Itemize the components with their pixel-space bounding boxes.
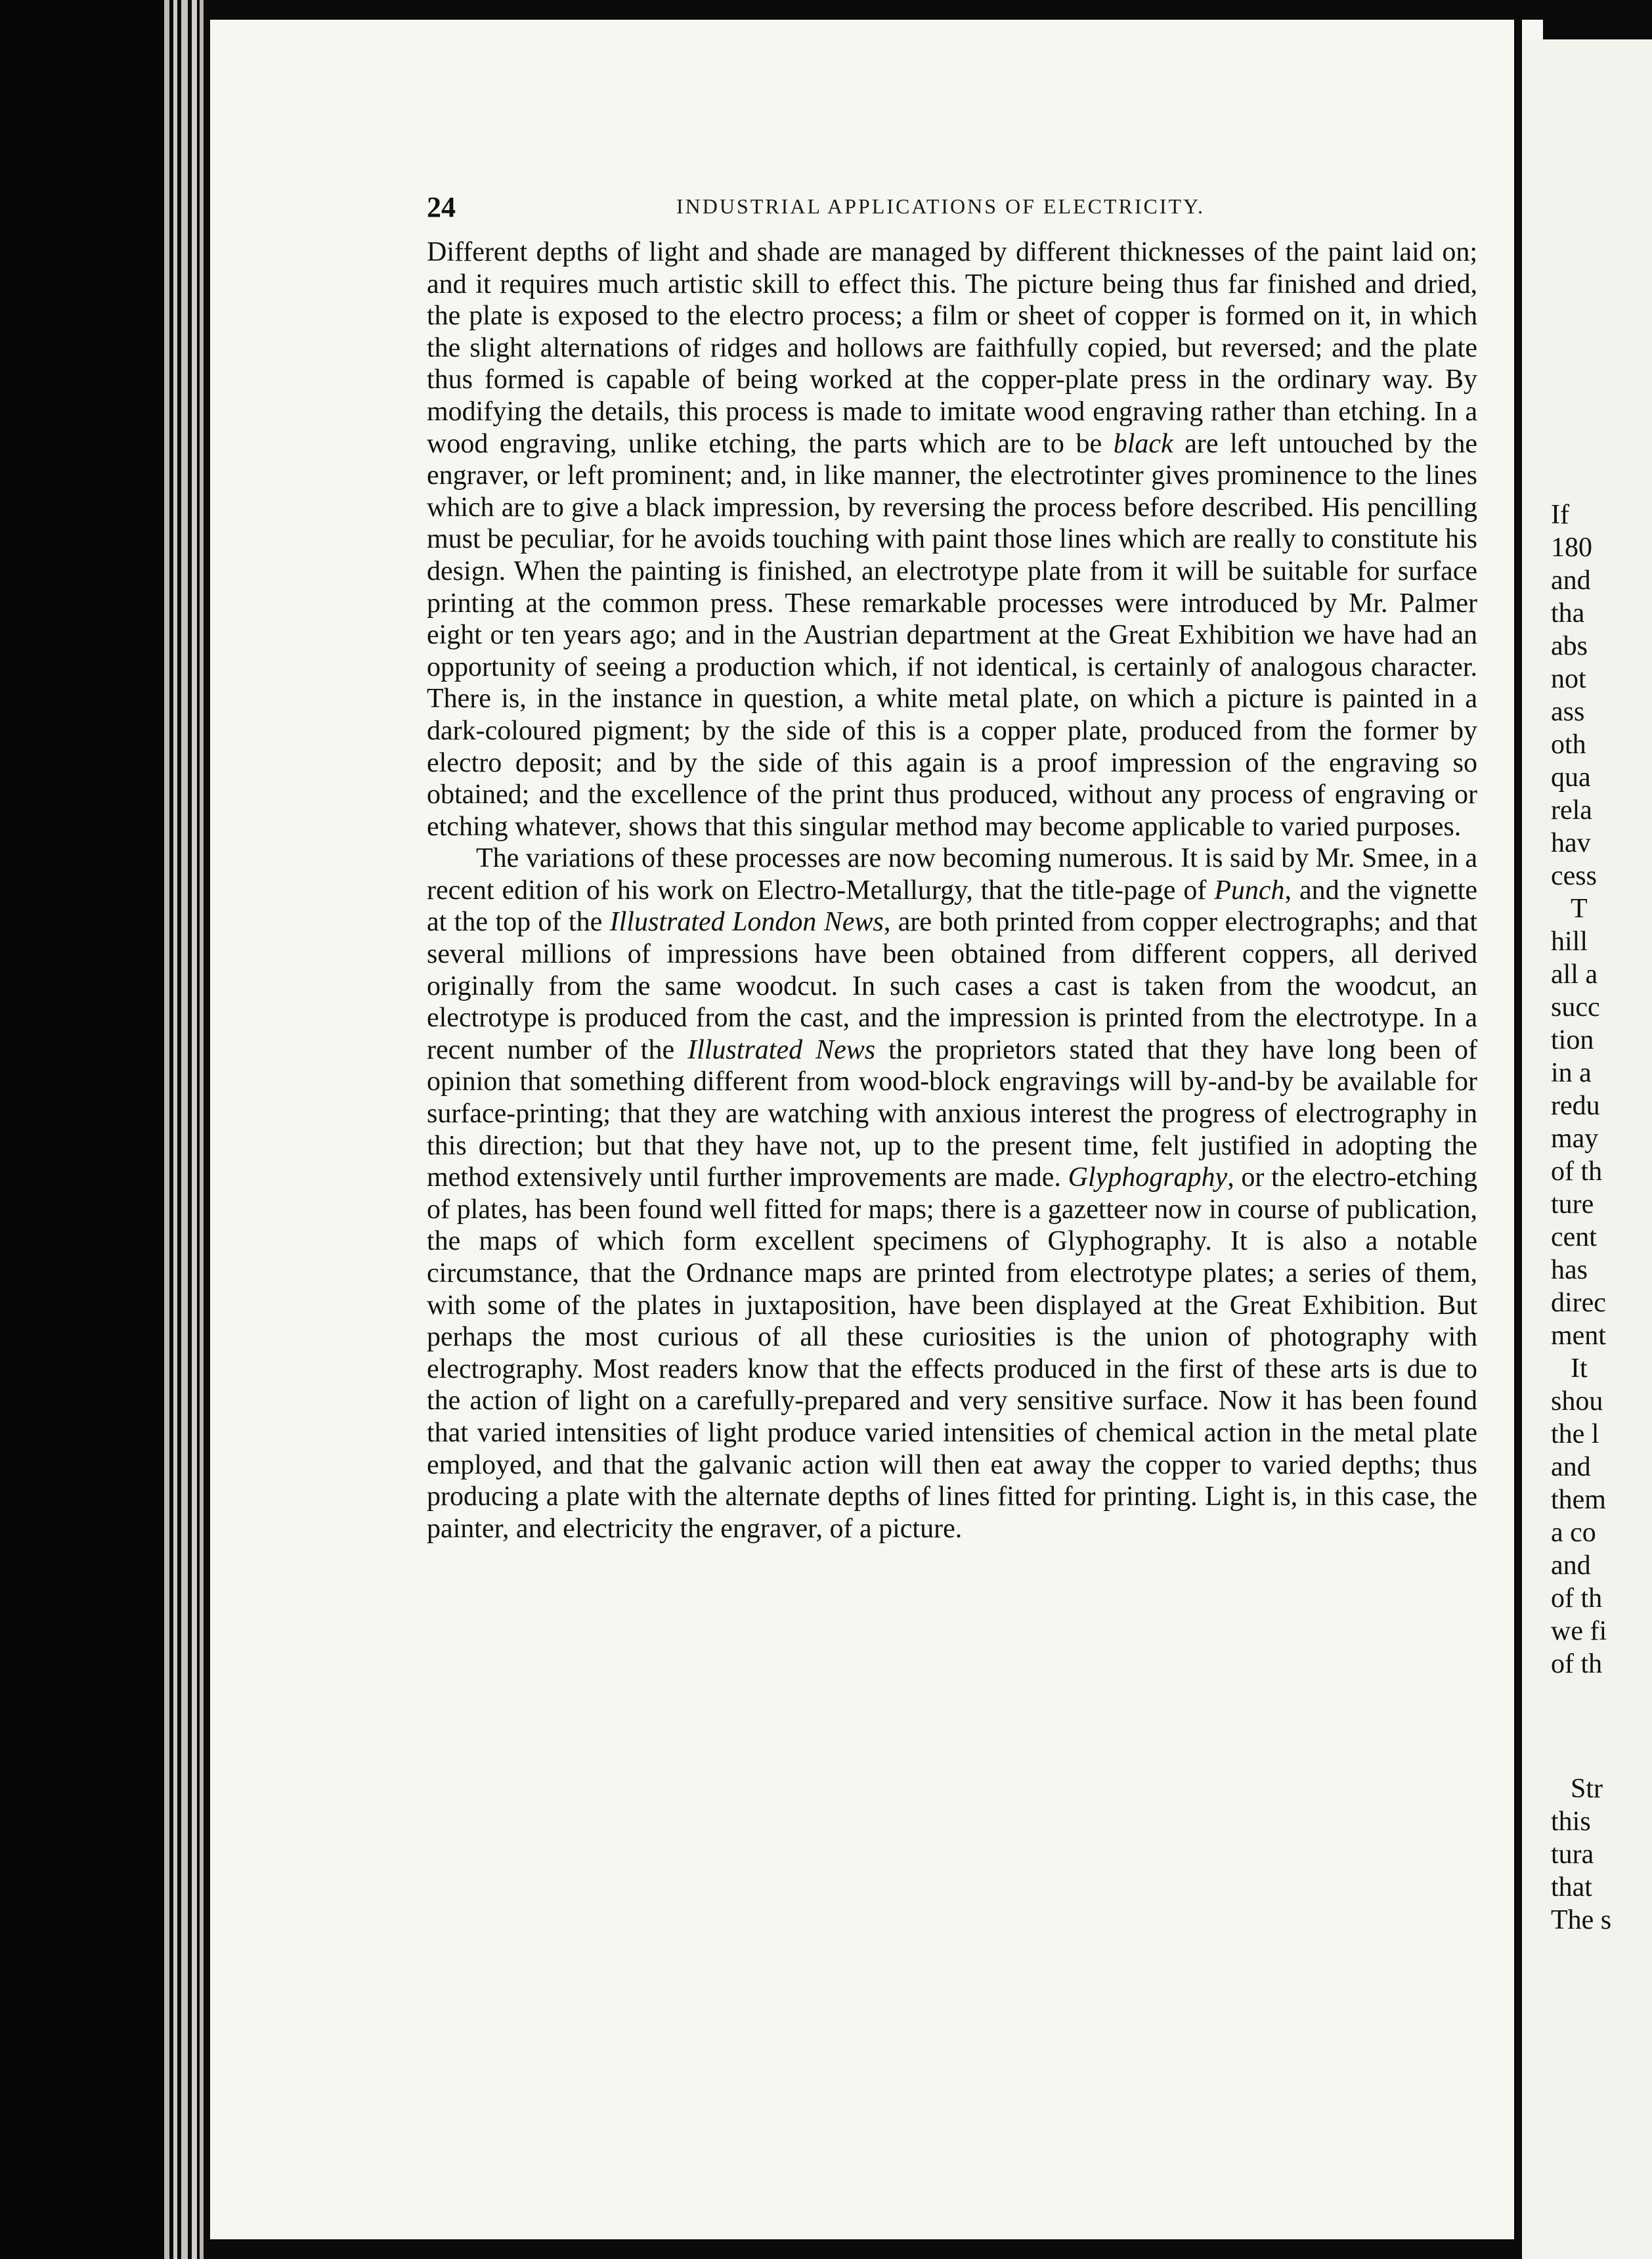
- facing-page-fragment: tura: [1551, 1839, 1594, 1870]
- page-edge: [192, 0, 197, 2259]
- facing-page-fragment: we fi: [1551, 1616, 1607, 1646]
- facing-page-fragment: redu: [1551, 1091, 1600, 1121]
- facing-page-fragment: may: [1551, 1124, 1599, 1154]
- facing-page-fragment: oth: [1551, 730, 1586, 760]
- facing-page: [1522, 39, 1652, 2259]
- paragraph-2: The variations of these processes are now becoming numerous. It is said by Mr. Smee, in a recent edition of his work on Electro-Metallurgy, that the title-page of Punch, and the vignette at the top of the Illustrated London News, are both printed from copper electrographs; and that several millions of impressions have been obtained from different coppers, all derived originally from the same woodcut. In such cases a cast is taken from the woodcut, an electrotype is produced from the cast, and the impression is printed from the electrotype. In a recent number of the Illustrated News the proprietors stated that they have long been of opinion that something different from wood-block engravings will by-and-by be available for surface-printing; that they are watching with anxious interest the progress of electrography in this direction; but that they have not, up to the present time, felt justified in adopting the method extensively until further improvements are made. Glyphography, or the electro-etching of plates, has been found well fitted for maps; there is a gazetteer now in course of publication, the maps of which form excellent specimens of Glyphography. It is also a notable circumstance, that the Ordnance maps are printed from electrotype plates; a series of them, with some of the plates in juxtaposition, have been displayed at the Great Exhibition. But perhaps the most curious of all these curiosities is the union of photography with electrography. Most readers know that the effects produced in the first of these arts is due to the action of light on a carefully-prepared and very sensitive surface. Now it has been found that varied intensities of light produce varied intensities of chemical action in the metal plate employed, and that the galvanic action will then eat away the copper to varied depths; thus producing a plate with the alternate depths of lines fitted for printing. Light is, in this case, the painter, and electricity the engraver, of a picture.: [427, 843, 1478, 1544]
- facing-page-fragment: shou: [1551, 1386, 1603, 1416]
- facing-page-fragment: rela: [1551, 795, 1592, 825]
- facing-page-fragment: cess: [1551, 861, 1597, 891]
- facing-page-fragment: It: [1571, 1353, 1588, 1384]
- page-edge: [173, 0, 177, 2259]
- running-header: [427, 190, 1490, 230]
- running-title: INDUSTRIAL APPLICATIONS OF ELECTRICITY.: [676, 194, 1206, 218]
- facing-page-fragment: this: [1551, 1807, 1591, 1837]
- page-edge: [200, 0, 204, 2259]
- facing-page-fragment: them: [1551, 1485, 1606, 1515]
- facing-page-fragment: ass: [1551, 697, 1585, 727]
- facing-page-fragment: that: [1551, 1872, 1592, 1902]
- facing-page-fragment: Str: [1571, 1774, 1603, 1804]
- facing-page-fragment: succ: [1551, 992, 1600, 1022]
- facing-page-fragment: If: [1551, 500, 1569, 530]
- page-number: 24: [427, 191, 456, 223]
- page-edge: [181, 0, 188, 2259]
- facing-page-fragment: direc: [1551, 1288, 1606, 1318]
- page-edge: [164, 0, 169, 2259]
- facing-page-fragment: The s: [1551, 1905, 1612, 1935]
- facing-page-fragment: and: [1551, 565, 1591, 596]
- facing-page-fragment: ment: [1551, 1321, 1606, 1351]
- facing-page-fragment: of th: [1551, 1156, 1603, 1187]
- body-text: [427, 236, 1477, 1545]
- facing-page-fragment: not: [1551, 664, 1586, 694]
- facing-page-fragment: 180: [1551, 533, 1592, 563]
- facing-page-fragment: the l: [1551, 1419, 1599, 1449]
- facing-page-fragment: and: [1551, 1550, 1591, 1581]
- facing-page-fragment: tion: [1551, 1025, 1594, 1055]
- facing-page-fragment: qua: [1551, 762, 1591, 793]
- facing-page-fragment: all a: [1551, 959, 1598, 990]
- facing-page-fragment: T: [1571, 894, 1588, 924]
- facing-page-fragment: a co: [1551, 1518, 1596, 1548]
- facing-page-fragment: hav: [1551, 828, 1591, 858]
- paragraph-1: Different depths of light and shade are managed by different thicknesses of the paint laid on; and it requires much artistic skill to effect this. The picture being thus far finished and dried, the plate is exposed to the electro process; a film or sheet of copper is formed on it, in which the slight alternations of ridges and hollows are faithfully copied, but reversed; and the plate thus formed is capable of being worked at the copper-plate press in the ordinary way. By modifying the details, this process is made to imitate wood engraving rather than etching. In a wood engraving, unlike etching, the parts which are to be black are left untouched by the engraver, or left prominent; and, in like manner, the electrotinter gives prominence to the lines which are to give a black impression, by reversing the process before described. His pencilling must be peculiar, for he avoids touching with paint those lines which are really to constitute his design. When the painting is finished, an electrotype plate from it will be suitable for surface printing at the common press. These remarkable processes were introduced by Mr. Palmer eight or ten years ago; and in the Austrian department at the Great Exhibition we have had an opportunity of seeing a production which, if not identical, is certainly of analogous character. There is, in the instance in question, a white metal plate, on which a picture is painted in a dark-coloured pigment; by the side of this is a copper plate, produced from the former by electro deposit; and by the side of this again is a proof impression of the engraving so obtained; and the excellence of the print thus produced, without any process of engraving or etching whatever, shows that this singular method may become applicable to varied purposes.: [427, 237, 1478, 842]
- facing-page-fragment: of th: [1551, 1583, 1603, 1613]
- facing-page-fragment: ture: [1551, 1189, 1594, 1219]
- facing-page-fragment: and: [1551, 1452, 1591, 1482]
- scan-dark-margin: [0, 0, 164, 2259]
- facing-page-fragment: tha: [1551, 598, 1585, 628]
- facing-page-fragment: has: [1551, 1255, 1588, 1285]
- facing-page-fragment: hill: [1551, 927, 1588, 957]
- facing-page-fragment: abs: [1551, 631, 1588, 661]
- facing-page-fragment: cent: [1551, 1222, 1597, 1252]
- facing-page-fragment: of th: [1551, 1649, 1603, 1679]
- facing-page-fragment: in a: [1551, 1058, 1592, 1088]
- book-gutter: [1514, 0, 1522, 2259]
